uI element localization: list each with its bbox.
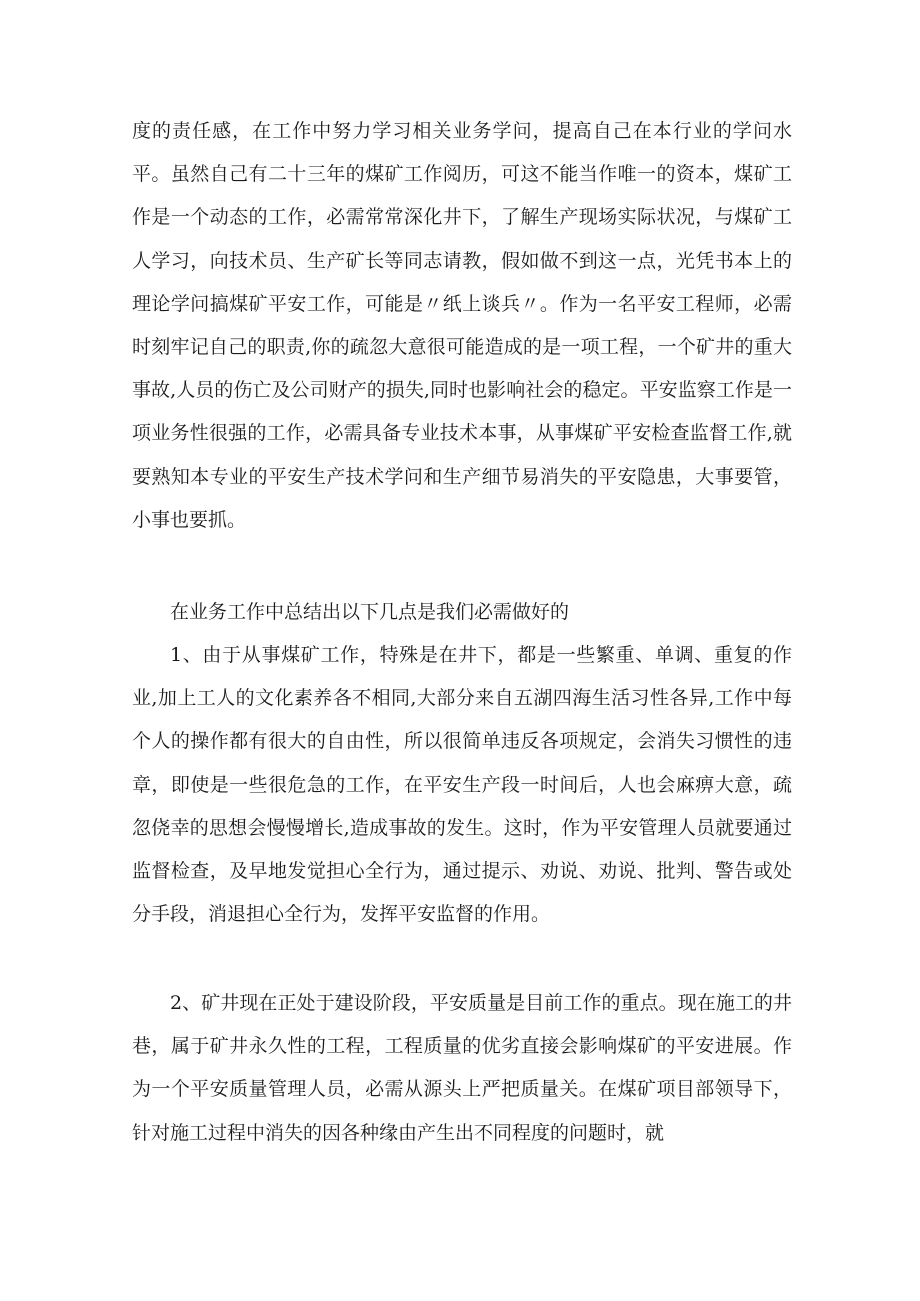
paragraph-continuation: [132, 110, 792, 542]
paragraph-item-1: [132, 634, 792, 936]
paragraph-summary-heading: [132, 591, 792, 634]
paragraph-1: 度的责任感，在工作中努力学习相关业务学问，提高自己在本行业的学问水平。虽然自己有二十三年的煤矿工作阅历，可这不能当作唯一的资本，煤矿工作是一个动态的工作，必需常常深化井下，了解生产现场实际状况，与煤矿工人学习，向技术员、生产矿长等同志请教，假如做不到这一点，光凭书本上的理论学问搞煤矿平安工作，可能是〃纸上谈兵〃。作为一名平安工程师，必需时刻牢记自己的职责,你的疏忽大意很可能造成的是一项工程，一个矿井的重大事故,人员的伤亡及公司财产的损失,同时也影响社会的稳定。平安监察工作是一项业务性很强的工作，必需具备专业技术本事，从事煤矿平安检查监督工作,就要熟知本专业的平安生产技术学问和生产细节易消失的平安隐患，大事要管，小事也要抓。: [132, 120, 792, 531]
paragraph-3: 1、由于从事煤矿工作，特殊是在井下，都是一些繁重、单调、重复的作业,加上工人的文化素养各不相同,大部分来自五湖四海生活习性各异,工作中每个人的操作都有很大的自由性，所以很简单违反各项规定，会消失习惯性的违章，即使是一些很危急的工作，在平安生产段一时间后，人也会麻痹大意，疏忽侥幸的思想会慢慢增长,造成事故的发生。这时，作为平安管理人员就要通过监督检查，及早地发觉担心全行为，通过提示、劝说、劝说、批判、警告或处分手段，消退担心全行为，发挥平安监督的作用。: [132, 644, 792, 926]
paragraph-4: 2、矿井现在正处于建设阶段，平安质量是目前工作的重点。现在施工的井巷，属于矿井永久性的工程，工程质量的优劣直接会影响煤矿的平安进展。作为一个平安质量管理人员，必需从源头上严把质量关。在煤矿项目部领导下，针对施工过程中消失的因各种缘由产生出不同程度的问题时，就: [132, 992, 792, 1144]
paragraph-item-2: [132, 982, 792, 1155]
paragraph-2: 在业务工作中总结出以下几点是我们必需做好的: [170, 601, 570, 623]
